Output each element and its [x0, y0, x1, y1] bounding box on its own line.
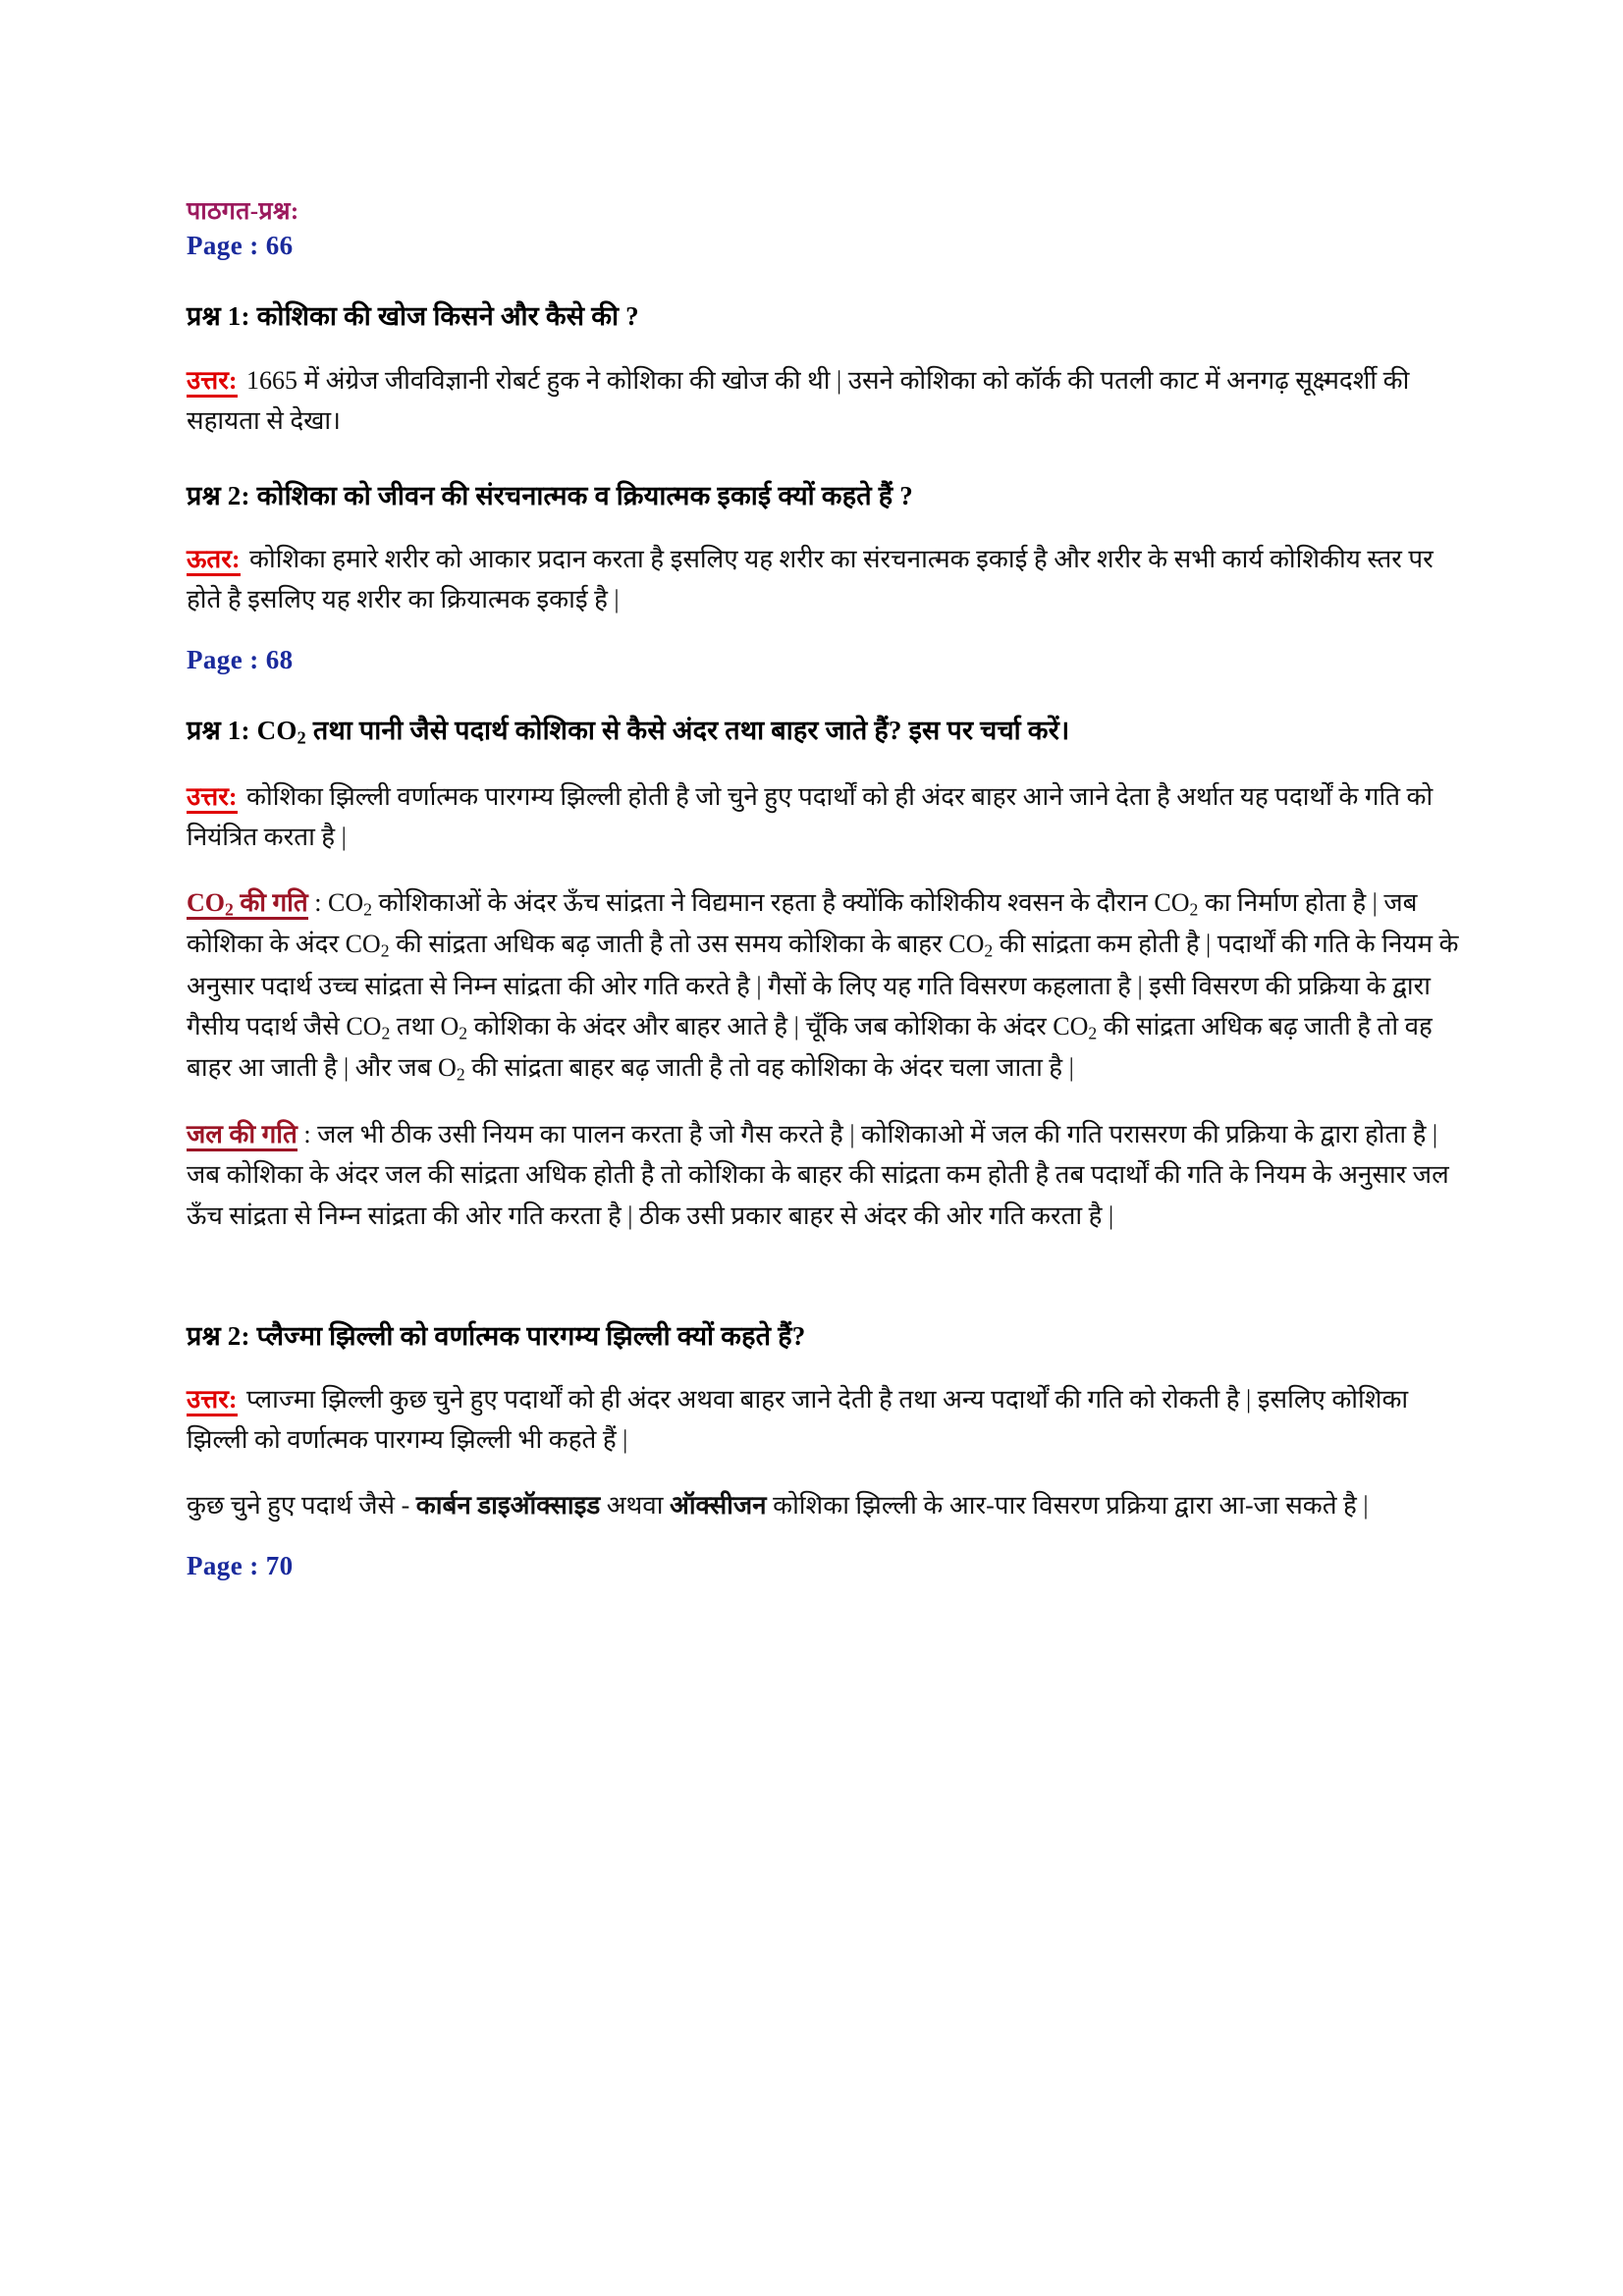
subscript: 2 — [381, 1023, 391, 1043]
answer-text: कोशिका हमारे शरीर को आकार प्रदान करता है इसलिए यह शरीर का संरचनात्मक इकाई है और शरीर के सभी कार्य कोशिकीय स्तर पर होते है इसलिए यह शरीर का क्रियात्मक इकाई है | — [187, 545, 1434, 614]
subsection-label-co2 — [187, 888, 308, 920]
answer-paragraph-1 — [187, 360, 1463, 441]
subscript: 2 — [984, 940, 994, 961]
spacer — [187, 1236, 1463, 1281]
body-7: कोशिका के अंदर और बाहर आते है | चूँकि जब कोशिका के अंदर CO — [467, 1011, 1089, 1041]
question-heading-2: प्रश्न 2: कोशिका को जीवन की संरचनात्मक व क्रियात्मक इकाई क्यों कहते हैं ? — [187, 480, 913, 510]
subsection-water-paragraph — [187, 1114, 1463, 1235]
subscript: 2 — [459, 1023, 468, 1043]
answer-text: 1665 में अंग्रेज जीवविज्ञानी रोबर्ट हुक ने कोशिका की खोज की थी | उसने कोशिका को कॉर्क की पतली काट में अनगढ़ सूक्ष्मदर्शी की सहायता से देखा। — [187, 365, 1410, 435]
answer-label: उत्तर: — [187, 1385, 238, 1416]
closing-part-2: अथवा — [600, 1491, 670, 1521]
question-text-pre: प्रश्न 1: CO — [187, 716, 298, 746]
document-content — [187, 196, 1463, 1581]
subscript: 2 — [380, 940, 390, 961]
answer-paragraph-3 — [187, 776, 1463, 857]
subscript: 2 — [225, 899, 234, 920]
separator: : — [297, 1120, 318, 1149]
page-label-68: Page : 68 — [187, 645, 294, 675]
page-label-70: Page : 70 — [187, 1551, 294, 1581]
body-4: की सांद्रता अधिक बढ़ जाती है तो उस समय कोशिका के बाहर CO — [389, 930, 985, 959]
body-3: का निर्माण होता है | जब कोशिका के अंदर CO — [187, 887, 1418, 959]
closing-part-1: कुछ चुने हुए पदार्थ जैसे - — [187, 1491, 416, 1521]
body-8: की सांद्रता अधिक बढ़ जाती है तो वह बाहर आ जाती है | और जब O — [187, 1011, 1433, 1083]
label-post: की गति — [233, 887, 308, 917]
page-title: पाठगत-प्रश्न: — [187, 198, 299, 225]
subscript: 2 — [456, 1064, 465, 1085]
body-6: तथा O — [390, 1011, 460, 1041]
answer-label: ऊतर: — [187, 545, 241, 576]
term-carbon-dioxide: कार्बन डाइऑक्साइड — [415, 1491, 601, 1521]
question-heading-1: प्रश्न 1: कोशिका की खोज किसने और कैसे की ? — [187, 301, 639, 332]
question-text-post: तथा पानी जैसे पदार्थ कोशिका से कैसे अंदर तथा बाहर जाते हैं? इस पर चर्चा करें। — [305, 716, 1070, 746]
spacer — [187, 1525, 1463, 1551]
subscript: 2 — [1088, 1023, 1098, 1043]
answer-text: कोशिका झिल्ली वर्णात्मक पारगम्य झिल्ली होती है जो चुने हुए पदार्थों को ही अंदर बाहर आने जाने देता है अर्थात यह पदार्थों के गति को नियंत्रित करता है | — [187, 781, 1434, 851]
subsection-co2-paragraph — [187, 882, 1463, 1089]
answer-paragraph-4 — [187, 1379, 1463, 1460]
answer-label: उत्तर: — [187, 366, 238, 398]
subsection-body: जल भी ठीक उसी नियम का पालन करता है जो गैस करते है | कोशिकाओ में जल की गति परासरण की प्रक्रिया के द्वारा होता है | जब कोशिका के अंदर जल की सांद्रता अधिक होती है तो कोशिका के बाहर की सांद्रता कम होती है तब पदार्थों की गति के नियम के अनुसार जल ऊँच सांद्रता से निम्न सांद्रता की ओर गति करता है | ठीक उसी प्रकार बाहर से अंदर की ओर गति करता है | — [187, 1120, 1449, 1230]
answer-paragraph-2 — [187, 539, 1463, 619]
body-2: कोशिकाओं के अंदर ऊँच सांद्रता ने विद्यमान रहता है क्योंकि कोशिकीय श्वसन के दौरान CO — [371, 887, 1190, 917]
subscript: 2 — [363, 899, 372, 920]
answer-text: प्लाज्मा झिल्ली कुछ चुने हुए पदार्थों को ही अंदर अथवा बाहर जाने देती है तथा अन्य पदार्थों की गति को रोकती है | इसलिए कोशिका झिल्ली को वर्णात्मक पारगम्य झिल्ली भी कहते हैं | — [187, 1385, 1409, 1455]
question-heading-3 — [187, 713, 1463, 750]
body-9: की सांद्रता बाहर बढ़ जाती है तो वह कोशिका के अंदर चला जाता है | — [464, 1053, 1074, 1083]
term-oxygen: ऑक्सीजन — [669, 1491, 767, 1521]
closing-paragraph — [187, 1485, 1463, 1525]
question-heading-4: प्रश्न 2: प्लैज्मा झिल्ली को वर्णात्मक पारगम्य झिल्ली क्यों कहते हैं? — [187, 1320, 806, 1351]
subscript: 2 — [297, 728, 306, 749]
label-pre: CO — [187, 887, 225, 917]
closing-part-3: कोशिका झिल्ली के आर-पार विसरण प्रक्रिया द्वारा आ-जा सकते है | — [766, 1491, 1369, 1521]
answer-label: उत्तर: — [187, 782, 238, 814]
subscript: 2 — [1189, 899, 1199, 920]
page-label-66: Page : 66 — [187, 231, 294, 261]
body-1: CO — [327, 887, 364, 917]
spacer — [187, 619, 1463, 645]
separator: : — [307, 887, 328, 917]
body-5: की सांद्रता कम होती है | पदार्थों की गति के नियम के अनुसार पदार्थ उच्च सांद्रता से निम्न सांद्रता की ओर गति करते है | गैसों के लिए यह गति विसरण कहलाता है | इसी विसरण की प्रक्रिया के द्वारा गैसीय पदार्थ जैसे CO — [187, 930, 1459, 1041]
subsection-label-water: जल की गति — [187, 1120, 298, 1151]
